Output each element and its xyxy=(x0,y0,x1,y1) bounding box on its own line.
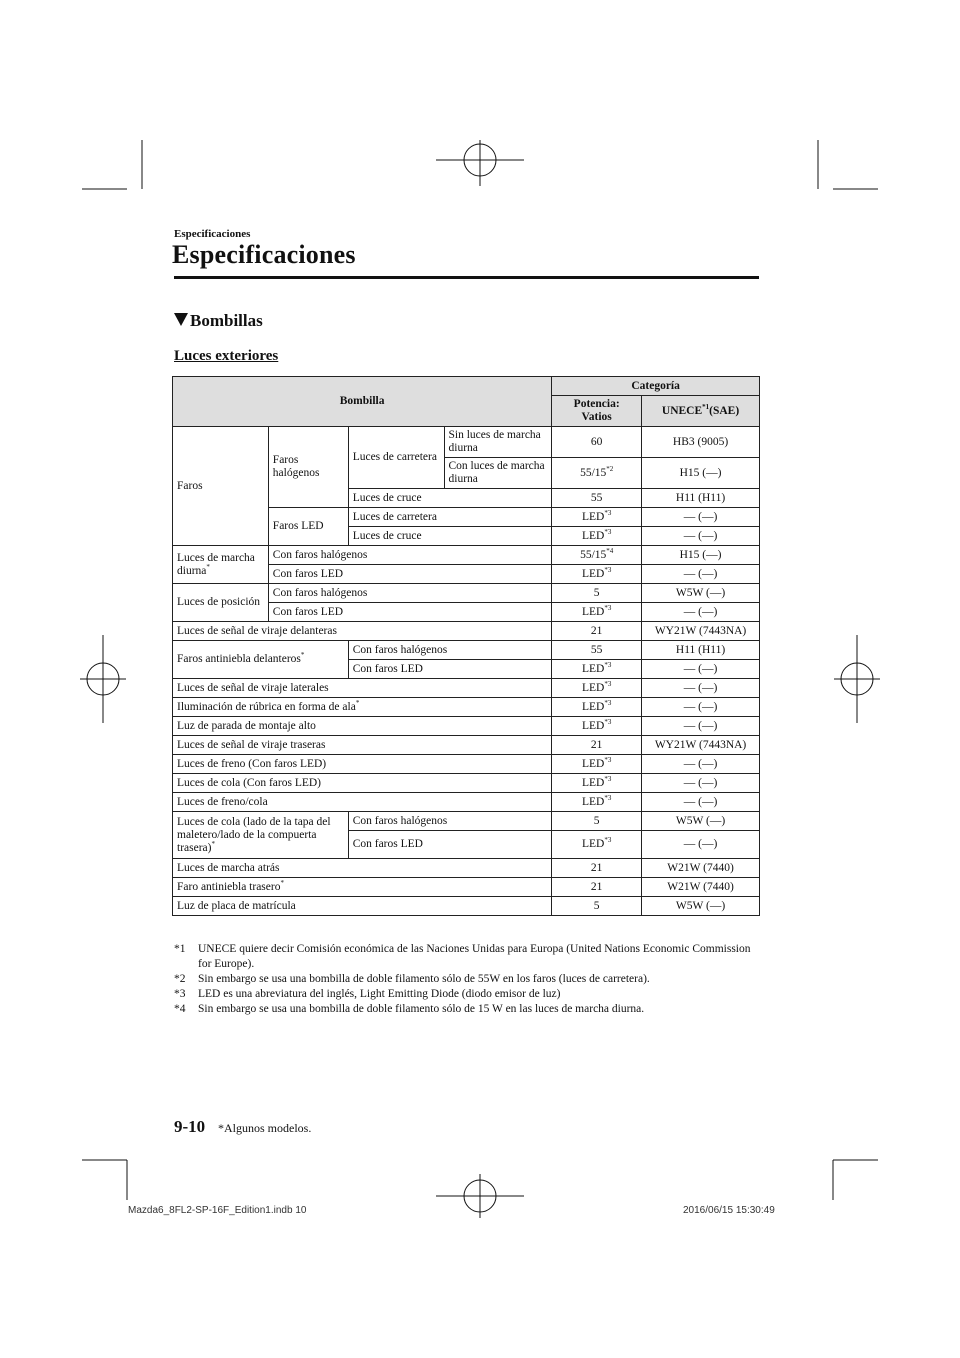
footnotes xyxy=(174,942,764,1017)
table-row xyxy=(173,546,760,565)
table-cell: — (—) xyxy=(642,565,760,584)
table-row xyxy=(173,698,760,717)
table-cell: — (—) xyxy=(642,698,760,717)
footnote: *4 Sin embargo se usa una bombilla de doble filamento sólo de 15 W en las luces de marcha diurna. xyxy=(174,1003,645,1015)
table-cell: Luces de posición xyxy=(173,584,269,622)
table-cell: Con faros halógenos xyxy=(268,546,551,565)
table-cell: LED$^{*3}$ xyxy=(552,565,642,584)
table-row xyxy=(173,774,760,793)
table-cell: — (—) xyxy=(642,774,760,793)
table-cell: Luces de carretera xyxy=(348,427,444,489)
table-cell: 55 xyxy=(552,641,642,660)
table-cell: — (—) xyxy=(642,660,760,679)
table-cell: LED$^{*3}$ xyxy=(552,508,642,527)
table-cell: 21 xyxy=(552,622,642,641)
table-cell: LED$^{*3}$ xyxy=(552,679,642,698)
table-cell: W21W (7440) xyxy=(642,878,760,897)
table-row xyxy=(173,897,760,916)
table-cell: — (—) xyxy=(642,717,760,736)
table-cell: W5W (—) xyxy=(642,812,760,831)
table-cell: Con faros halógenos xyxy=(348,641,552,660)
subsection-heading: Luces exteriores xyxy=(174,348,279,364)
table-cell: Luces de cruce xyxy=(348,489,552,508)
table-cell: H11 (H11) xyxy=(642,641,760,660)
table-cell: Luces de cola (Con faros LED) xyxy=(173,774,552,793)
table-row xyxy=(173,584,760,603)
table-cell: LED$^{*3}$ xyxy=(552,717,642,736)
table-cell: — (—) xyxy=(642,793,760,812)
page-number: 9-10 xyxy=(174,1117,206,1136)
header-unece: UNECE$^{*1}$(SAE) xyxy=(642,396,760,427)
header-categoria: Categoría xyxy=(552,377,760,396)
table-row xyxy=(173,641,760,660)
table-row xyxy=(173,679,760,698)
table-cell: HB3 (9005) xyxy=(642,427,760,458)
print-timestamp: 2016/06/15 15:30:49 xyxy=(683,1205,775,1216)
table-cell: — (—) xyxy=(642,508,760,527)
section-heading xyxy=(174,311,263,331)
table-cell: 55/15$^{*2}$ xyxy=(552,458,642,489)
table-cell: W21W (7440) xyxy=(642,859,760,878)
table-cell: Faros LED xyxy=(268,508,348,546)
table-cell: H15 (—) xyxy=(642,458,760,489)
table-cell: 5 xyxy=(552,812,642,831)
table-cell: Luz de placa de matrícula xyxy=(173,897,552,916)
table-cell: — (—) xyxy=(642,755,760,774)
page-title: Especificaciones xyxy=(172,240,356,269)
triangle-bullet-icon xyxy=(174,313,188,326)
file-slug: Mazda6_8FL2-SP-16F_Edition1.indb 10 xyxy=(128,1205,307,1216)
table-cell: Luces de freno/cola xyxy=(173,793,552,812)
table-cell: 55 xyxy=(552,489,642,508)
table-cell: Iluminación de rúbrica en forma de ala* xyxy=(173,698,552,717)
table-cell: LED$^{*3}$ xyxy=(552,660,642,679)
running-header: Especificaciones xyxy=(174,228,251,240)
table-cell: Sin luces de marcha diurna xyxy=(444,427,552,458)
table-cell: Faros xyxy=(173,427,269,546)
footnote: *1 UNECE quiere decir Comisión económica de las Naciones Unidas para Europa (United Nations Economic Commission for Europe). xyxy=(174,943,751,970)
table-cell: Luces de señal de viraje laterales xyxy=(173,679,552,698)
table-cell: LED$^{*3}$ xyxy=(552,603,642,622)
table-row xyxy=(173,736,760,755)
table-cell: Luces de cola (lado de la tapa del maletero/lado de la compuerta trasera)* xyxy=(173,812,349,859)
table-cell: Luces de cruce xyxy=(348,527,552,546)
table-cell: 21 xyxy=(552,859,642,878)
table-cell: LED$^{*3}$ xyxy=(552,698,642,717)
table-cell: 5 xyxy=(552,897,642,916)
table-cell: LED$^{*3}$ xyxy=(552,755,642,774)
table-cell: Luces de marcha diurna* xyxy=(173,546,269,584)
table-row xyxy=(173,793,760,812)
table-cell: 60 xyxy=(552,427,642,458)
table-cell: Luces de marcha atrás xyxy=(173,859,552,878)
table-row xyxy=(173,427,760,458)
table-cell: 21 xyxy=(552,878,642,897)
table-cell: Con faros LED xyxy=(268,603,551,622)
table-cell: H15 (—) xyxy=(642,546,760,565)
footnote: *2 Sin embargo se usa una bombilla de doble filamento sólo de 55W en los faros (luces de carretera). xyxy=(174,973,650,985)
table-cell: Con faros halógenos xyxy=(268,584,551,603)
table-cell: Con faros LED xyxy=(348,660,552,679)
table-row xyxy=(173,755,760,774)
table-cell: Con faros LED xyxy=(348,831,552,859)
table-cell: Faro antiniebla trasero* xyxy=(173,878,552,897)
bulb-spec-table xyxy=(172,376,760,916)
table-cell: — (—) xyxy=(642,831,760,859)
table-cell: Faros antiniebla delanteros* xyxy=(173,641,349,679)
footnote: *3 LED es una abreviatura del inglés, Light Emitting Diode (diodo emisor de luz) xyxy=(174,988,561,1000)
table-row xyxy=(173,878,760,897)
models-footnote: *Algunos modelos. xyxy=(218,1121,312,1135)
table-cell: Luz de parada de montaje alto xyxy=(173,717,552,736)
header-potencia: Potencia: Vatios xyxy=(552,396,642,427)
table-cell: Con faros LED xyxy=(268,565,551,584)
table-row xyxy=(173,859,760,878)
table-cell: Luces de carretera xyxy=(348,508,552,527)
table-cell: — (—) xyxy=(642,527,760,546)
table-cell: Con luces de marcha diurna xyxy=(444,458,552,489)
table-cell: Faros halógenos xyxy=(268,427,348,508)
table-cell: LED$^{*3}$ xyxy=(552,774,642,793)
table-cell: — (—) xyxy=(642,603,760,622)
table-row xyxy=(173,812,760,831)
table-cell: Luces de señal de viraje traseras xyxy=(173,736,552,755)
table-cell: W5W (—) xyxy=(642,584,760,603)
table-row xyxy=(173,622,760,641)
table-cell: LED$^{*3}$ xyxy=(552,831,642,859)
table-cell: Luces de freno (Con faros LED) xyxy=(173,755,552,774)
table-row xyxy=(173,717,760,736)
table-cell: 55/15$^{*4}$ xyxy=(552,546,642,565)
table-cell: — (—) xyxy=(642,679,760,698)
section-title: Bombillas xyxy=(190,311,263,330)
table-header-row xyxy=(173,377,760,396)
table-cell: LED$^{*3}$ xyxy=(552,527,642,546)
header-rule xyxy=(174,276,759,279)
table-cell: W5W (—) xyxy=(642,897,760,916)
table-cell: 21 xyxy=(552,736,642,755)
table-cell: WY21W (7443NA) xyxy=(642,736,760,755)
header-bombilla: Bombilla xyxy=(173,377,552,427)
table-cell: WY21W (7443NA) xyxy=(642,622,760,641)
table-cell: LED$^{*3}$ xyxy=(552,793,642,812)
table-cell: H11 (H11) xyxy=(642,489,760,508)
table-cell: 5 xyxy=(552,584,642,603)
table-cell: Luces de señal de viraje delanteras xyxy=(173,622,552,641)
table-cell: Con faros halógenos xyxy=(348,812,552,831)
